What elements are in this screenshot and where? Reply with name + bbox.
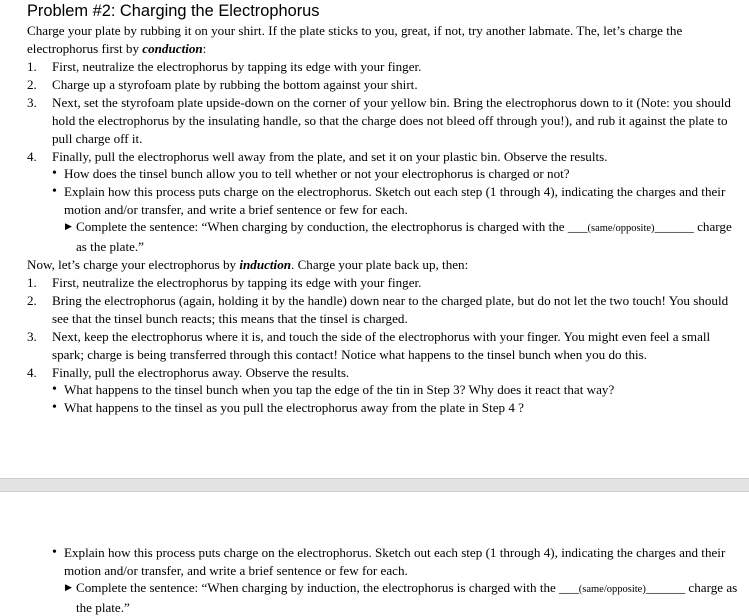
induction-intro: Now, let’s charge your electrophorus by induction. Charge your plate back up, then: bbox=[27, 257, 469, 272]
bullet-icon: • bbox=[52, 545, 57, 560]
list-item: • Explain how this process puts charge on the electrophorus. Sketch out each step (1 through 4), indicating the charges and their motion and/or transfer, and write a brief sentence or few for each. ▶ Complete the sentence: “When charging by conduction, the electrophorus is charged with the ___(same/opposite)______ charge as the plate.” bbox=[52, 183, 743, 255]
induction-complete-sentence: ▶ Complete the sentence: “When charging by induction, the electrophorus is charged with the ___(same/opposite)______ charge as the plate.” bbox=[65, 580, 738, 615]
conduction-steps bbox=[27, 58, 743, 255]
bullet-icon: • bbox=[52, 166, 57, 182]
page2-questions bbox=[52, 544, 742, 616]
list-item: 2. Charge up a styrofoam plate by rubbing the bottom against your shirt. bbox=[27, 77, 418, 93]
list-item: 4. Finally, pull the electrophorus well away from the plate, and set it on your plastic bin. Observe the results. • How does the tinsel bunch allow you to tell whether or not your electrophorus is charged or not? • Explain how this process puts charge on the electrophorus. Sketch out each step (1 through 4), indicating the charges and their motion and/or transfer, and write a brief sentence or few for each. ▶ Complete the sentence: “When charging by conduction, the electrophorus is charged with the ___(same/opposite)______ charge as the plate.” bbox=[27, 148, 743, 256]
induction-steps bbox=[27, 274, 743, 417]
triangle-bullet-icon: ▶ bbox=[65, 221, 72, 232]
intro-paragraph bbox=[27, 22, 717, 57]
bullet-icon: • bbox=[52, 399, 57, 415]
induction-emphasis: induction bbox=[239, 257, 292, 272]
list-item: 3. Next, keep the electrophorus where it is, and touch the side of the electrophorus with your finger. You might even feel a small spark; charge is being transferred through this contact! Notice what happens to the tinsel bunch when you do this. bbox=[27, 328, 711, 362]
page-title: Problem #2: Charging the Electrophorus bbox=[27, 2, 320, 20]
intro-emphasis: conduction bbox=[142, 40, 203, 56]
page-break bbox=[0, 478, 749, 492]
option-text: (same/opposite) bbox=[578, 584, 646, 596]
list-item: 3. Next, set the styrofoam plate upside-down on the corner of your yellow bin. Bring the electrophorus down to it (Note: you should hold the electrophorus by the insulating handle, so that the charge does not bleed off through you!), and rub it against the plate to pull charge off it. bbox=[27, 95, 731, 146]
list-item: • What happens to the tinsel bunch when you tap the edge of the tin in Step 3? Why does it react that way? bbox=[52, 382, 615, 398]
induction-subitems bbox=[64, 579, 742, 616]
conduction-subitems bbox=[64, 218, 743, 255]
list-item: 4. Finally, pull the electrophorus away. Observe the results. • What happens to the tinsel bunch when you tap the edge of the tin in Step 3? Why does it react that way? • What happens to the tinsel as you pull the electrophorus away from the plate in Step 4 ? bbox=[27, 364, 743, 417]
list-item: 1. First, neutralize the electrophorus by tapping its edge with your finger. bbox=[27, 59, 422, 74]
conduction-complete-sentence: ▶ Complete the sentence: “When charging by conduction, the electrophorus is charged with the ___(same/opposite)______ charge as the plate.” bbox=[65, 219, 732, 254]
bullet-icon: • bbox=[52, 382, 57, 398]
conduction-questions bbox=[52, 165, 743, 255]
option-text: (same/opposite) bbox=[587, 223, 655, 235]
triangle-bullet-icon: ▶ bbox=[65, 582, 72, 593]
induction-questions bbox=[52, 381, 743, 416]
list-item: 1. First, neutralize the electrophorus by tapping its edge with your finger. bbox=[27, 275, 422, 290]
list-item: • What happens to the tinsel as you pull the electrophorus away from the plate in Step 4 ? bbox=[52, 399, 524, 415]
list-item: 2. Bring the electrophorus (again, holding it by the handle) down near to the charged plate, but do not let the two touch! You should see that the tinsel bunch reacts; this means that the tinsel is charged. bbox=[27, 293, 729, 326]
bullet-icon: • bbox=[52, 183, 57, 199]
intro-text: Charge your plate by rubbing it on your shirt. If the plate sticks to you, great, if not, try another labmate. The, let’s charge the electrophorus first by bbox=[27, 23, 683, 56]
document-page-2 bbox=[0, 492, 749, 615]
list-item: • How does the tinsel bunch allow you to tell whether or not your electrophorus is charged or not? bbox=[52, 166, 570, 182]
list-item: • Explain how this process puts charge on the electrophorus. Sketch out each step (1 through 4), indicating the charges and their motion and/or transfer, and write a brief sentence or few for each. ▶ Complete the sentence: “When charging by induction, the electrophorus is charged with the ___(same/opposite)______ charge as the plate.” bbox=[52, 544, 742, 616]
intro-end: : bbox=[202, 40, 207, 56]
